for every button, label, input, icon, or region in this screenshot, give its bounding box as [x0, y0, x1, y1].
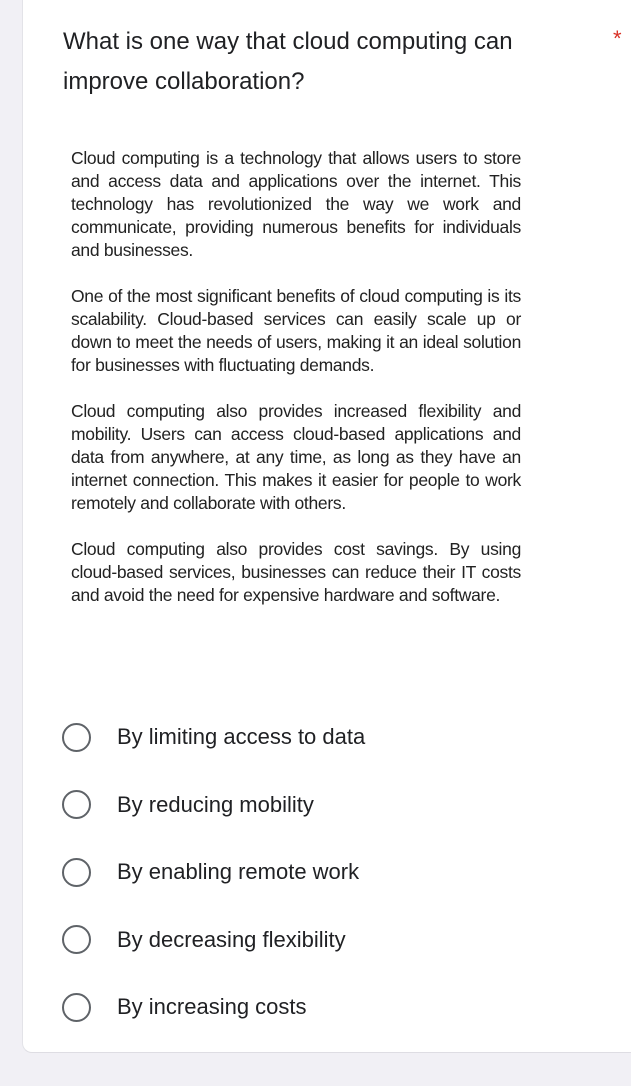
option-label: By enabling remote work	[117, 859, 360, 884]
passage-paragraph: Cloud computing is a technology that allows users to store and access data and applications over the internet. This technology has revolutionized the way we work and communicate, providing numerous benefits for individuals and businesses.	[71, 148, 521, 260]
option-enabling-remote-work[interactable]	[62, 855, 602, 889]
option-label: By decreasing flexibility	[117, 926, 346, 952]
option-reducing-mobility[interactable]	[62, 788, 602, 822]
option-decreasing-flexibility[interactable]	[62, 923, 602, 957]
radio-button[interactable]	[62, 925, 91, 954]
option-label: By limiting access to data	[117, 724, 366, 749]
passage-paragraph: One of the most significant benefits of cloud computing is its scalability. Cloud-based services can easily scale up or down to meet the needs of users, making it an ideal solution for businesses with fluctuating demands.	[71, 286, 521, 375]
option-limiting-access[interactable]	[62, 720, 602, 754]
answer-options	[62, 720, 602, 1058]
radio-button[interactable]	[62, 993, 91, 1022]
option-label: By increasing costs	[117, 994, 307, 1019]
option-increasing-costs[interactable]	[62, 990, 602, 1024]
passage-paragraph: Cloud computing also provides cost savings. By using cloud-based services, businesses can reduce their IT costs and avoid the need for expensive hardware and software.	[71, 539, 521, 605]
radio-button[interactable]	[62, 790, 91, 819]
required-asterisk: *	[613, 26, 622, 51]
option-label: By reducing mobility	[117, 791, 314, 817]
passage-image	[71, 147, 521, 607]
radio-button[interactable]	[62, 723, 91, 752]
question-title: What is one way that cloud computing can improve collaboration?	[63, 28, 513, 95]
radio-button[interactable]	[62, 858, 91, 887]
passage-paragraph: Cloud computing also provides increased flexibility and mobility. Users can access cloud-based applications and data from anywhere, at any time, as long as they have an internet connection. This makes it easier for people to work remotely and collaborate with others.	[71, 401, 521, 513]
